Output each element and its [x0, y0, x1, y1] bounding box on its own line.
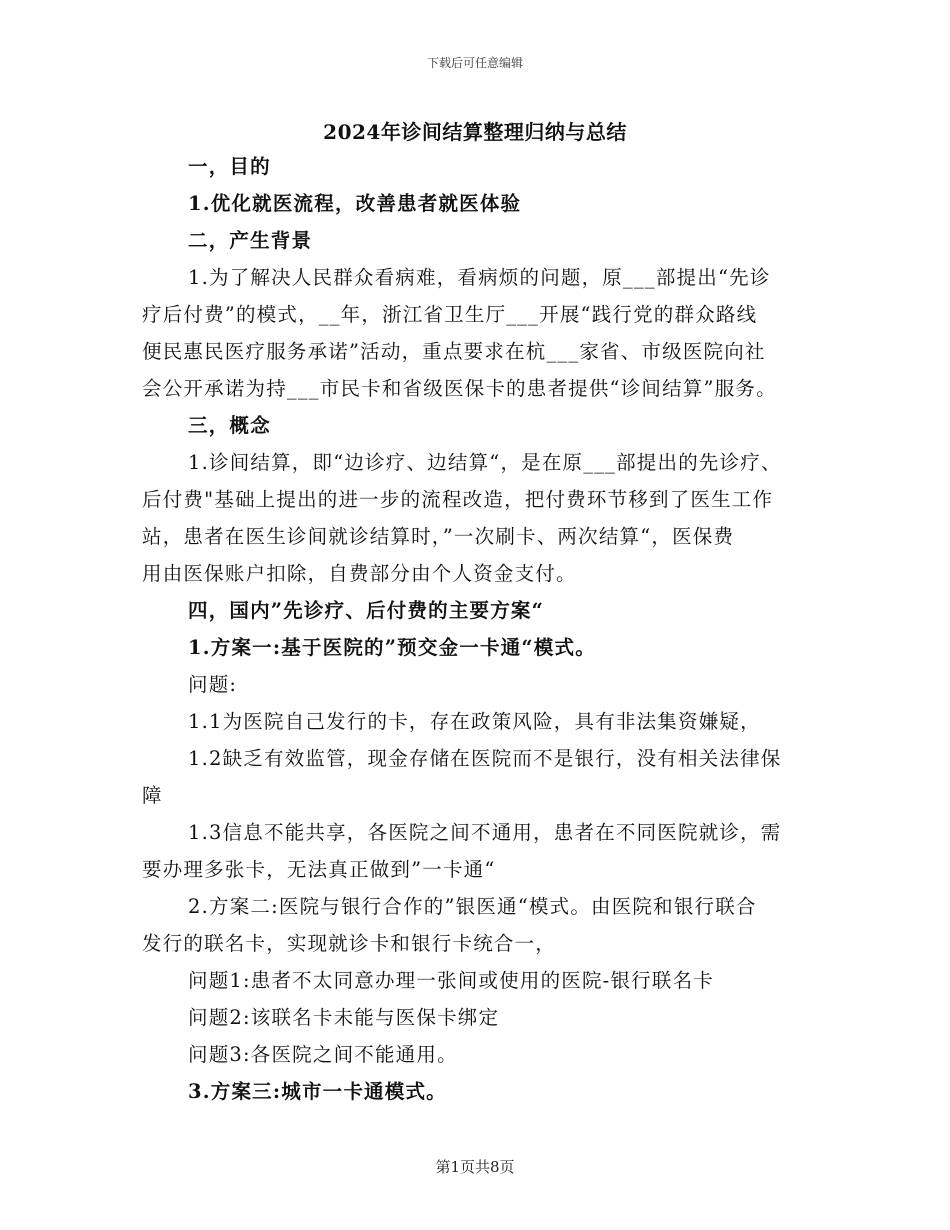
- body-text-line: 1.2缺乏有效监管，现金存储在医院而不是银行，没有相关法律保: [188, 747, 782, 770]
- section-heading-line: 三，概念: [188, 414, 271, 437]
- body-text-line: 会公开承诺为持___市民卡和省级医保卡的患者提供“诊间结算”服务。: [142, 377, 777, 400]
- body-text-line: 1.1为医院自己发行的卡，存在政策风险，具有非法集资嫌疑，: [188, 710, 761, 733]
- body-text-line: 问题3:各医院之间不能通用。: [188, 1043, 458, 1066]
- body-text-line: 1.3信息不能共享，各医院之间不通用，患者在不同医院就诊，需: [188, 821, 782, 844]
- body-text-line: 问题2:该联名卡未能与医保卡绑定: [188, 1006, 500, 1029]
- page-number-footer: 第1页共8页: [435, 1158, 515, 1176]
- body-text-line: 问题1:患者不太同意办理一张间或使用的医院-银行联名卡: [188, 969, 714, 992]
- body-text-line: 问题:: [188, 673, 238, 696]
- document-title: 2024年诊间结算整理归纳与总结: [323, 120, 627, 144]
- document-body: [142, 148, 822, 1110]
- section-heading-line: 一，目的: [188, 155, 271, 178]
- section-heading-line: 四，国内”先诊疗、后付费的主要方案“: [188, 599, 545, 622]
- body-text-line: 后付费"基础上提出的进一步的流程改造，把付费环节移到了医生工作: [142, 488, 774, 511]
- body-text-line: 2.方案二:医院与银行合作的”银医通“模式。由医院和银行联合: [188, 895, 757, 918]
- body-text-line: 用由医保账户扣除，自费部分由个人资金支付。: [142, 562, 577, 585]
- section-heading-line: 3.方案三:城市一卡通模式。: [188, 1080, 447, 1103]
- body-text-line: 障: [142, 784, 163, 807]
- section-heading-line: 1.方案一:基于医院的”预交金一卡通“模式。: [188, 636, 596, 659]
- body-text-line: 1.为了解决人民群众看病难，看病烦的问题，原___部提出“先诊: [188, 266, 771, 289]
- section-heading-line: 二，产生背景: [188, 229, 313, 252]
- body-text-line: 疗后付费”的模式，__年，浙江省卫生厅___开展“践行党的群众路线: [142, 303, 758, 326]
- body-text-line: 便民惠民医疗服务承诺”活动，重点要求在杭___家省、市级医院向社: [142, 340, 766, 363]
- body-text-line: 要办理多张卡，无法真正做到”一卡通“: [142, 858, 496, 881]
- body-text-line: 1.诊间结算，即“边诊疗、边结算“，是在原___部提出的先诊疗、: [188, 451, 782, 474]
- section-heading-line: 1.优化就医流程，改善患者就医体验: [188, 192, 522, 215]
- header-note: 下载后可任意编辑: [426, 56, 523, 70]
- body-text-line: 站，患者在医生诊间就诊结算时，”一次刷卡、两次结算“，医保费: [142, 525, 735, 548]
- body-text-line: 发行的联名卡，实现就诊卡和银行卡统合一，: [142, 932, 557, 955]
